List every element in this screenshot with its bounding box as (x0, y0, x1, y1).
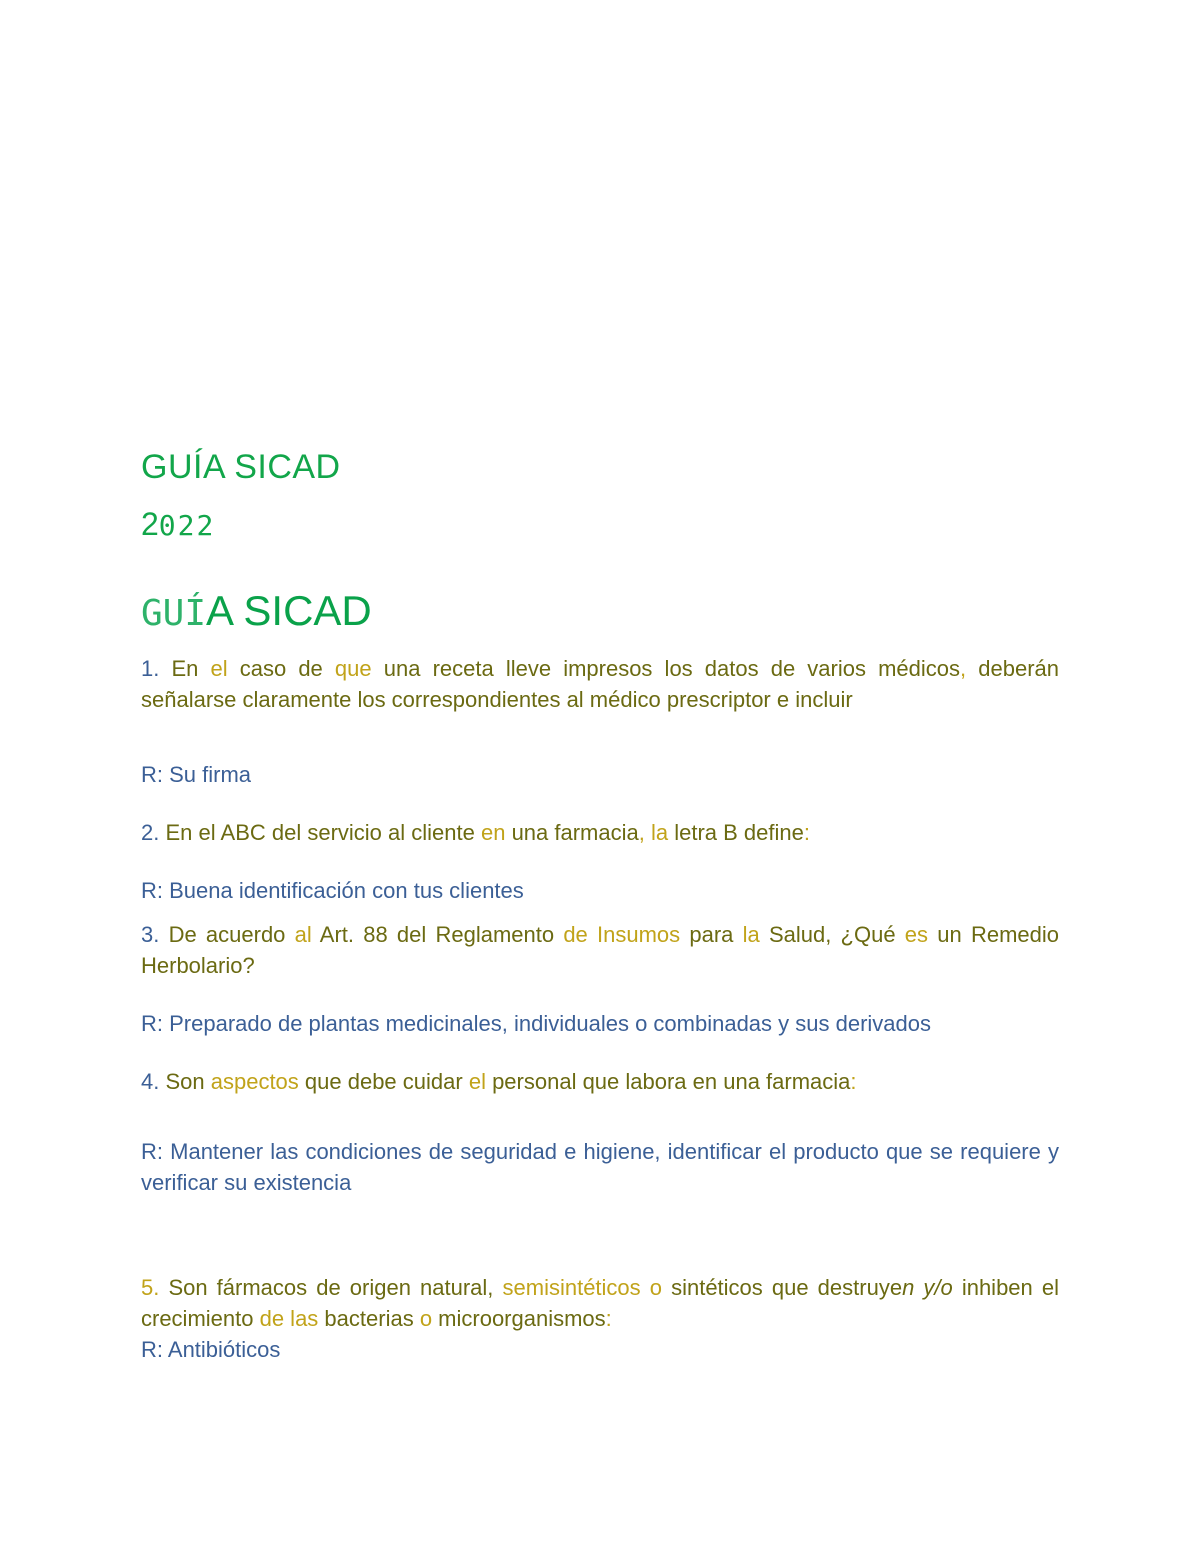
heading-rest-part: A SICAD (206, 587, 372, 634)
year-rest-digits: 022 (158, 509, 216, 542)
question-text: una receta lleve impresos los datos de varios médicos (371, 656, 961, 681)
question-text: deberán señalarse claramente los correspondientes al médico prescriptor e incluir (141, 656, 1060, 712)
question-text: aspectos (210, 1069, 299, 1094)
question-number: 2. (141, 820, 160, 845)
question-text: que (334, 656, 372, 681)
question-text: en (480, 820, 506, 845)
question-number: 5. (141, 1275, 160, 1300)
question-number: 4. (141, 1069, 160, 1094)
question-text: sintéticos que destruye (662, 1275, 903, 1300)
question-number: 1. (141, 656, 160, 681)
question-text: , (960, 656, 967, 681)
question-text: es (904, 922, 929, 947)
question-text: En (159, 820, 199, 845)
question-text: para (680, 922, 743, 947)
question-text: el ABC del servicio al cliente (198, 820, 481, 845)
question-text: Salud, ¿Qué (759, 922, 905, 947)
document-content (141, 448, 1059, 1365)
question-text: De acuerdo (159, 922, 295, 947)
question-text: un Remedio Herbolario? (141, 922, 1059, 978)
section-heading (141, 588, 1059, 637)
question-text: o (419, 1306, 433, 1331)
question-text: de Insumos (563, 922, 681, 947)
document-year (141, 506, 1059, 544)
question-text: que debe cuidar (298, 1069, 469, 1094)
answer-3: R: Preparado de plantas medicinales, individuales o combinadas y sus derivados (141, 1011, 932, 1036)
question-text: al (294, 922, 312, 947)
question-text: : (605, 1306, 612, 1331)
question-text: letra B (668, 820, 744, 845)
question-text: Son (159, 1069, 211, 1094)
question-text: una farmacia (505, 820, 639, 845)
question-text: de las (259, 1306, 319, 1331)
question-text: el (468, 1069, 486, 1094)
question-1 (141, 653, 1059, 715)
heading-mono-part: GUÍ (141, 593, 207, 634)
answer-1: R: Su firma (141, 762, 252, 787)
answer-2: R: Buena identificación con tus clientes (141, 878, 524, 903)
question-text: n y/o (902, 1275, 953, 1300)
question-text: inhiben el crecimiento (141, 1275, 1059, 1331)
question-text: caso de (227, 656, 335, 681)
question-5 (141, 1272, 1059, 1334)
question-number: 3. (141, 922, 160, 947)
question-2 (141, 817, 1059, 848)
question-text: Son fármacos de origen natural, (159, 1275, 503, 1300)
answer-4: R: Mantener las condiciones de seguridad e higiene, identificar el producto que se requiere y verificar su existencia (141, 1139, 1059, 1195)
question-text: personal que labora en una farmacia (485, 1069, 851, 1094)
question-text: define (743, 820, 804, 845)
question-text: : (850, 1069, 857, 1094)
question-text: , la (638, 820, 669, 845)
question-text: el (210, 656, 228, 681)
question-text: microorganismos (432, 1306, 606, 1331)
document-title: GUÍA SICAD (141, 448, 341, 486)
question-text: o (640, 1275, 662, 1300)
question-text: bacterias (318, 1306, 420, 1331)
question-text: la (742, 922, 760, 947)
question-text: : (803, 820, 810, 845)
answer-5: R: Antibióticos (141, 1337, 281, 1362)
question-3 (141, 919, 1059, 981)
question-text: Art. 88 del Reglamento (311, 922, 564, 947)
question-4 (141, 1066, 1059, 1097)
year-first-digit: 2 (141, 506, 159, 542)
question-text: En (159, 656, 211, 681)
question-text: semisintéticos (502, 1275, 641, 1300)
